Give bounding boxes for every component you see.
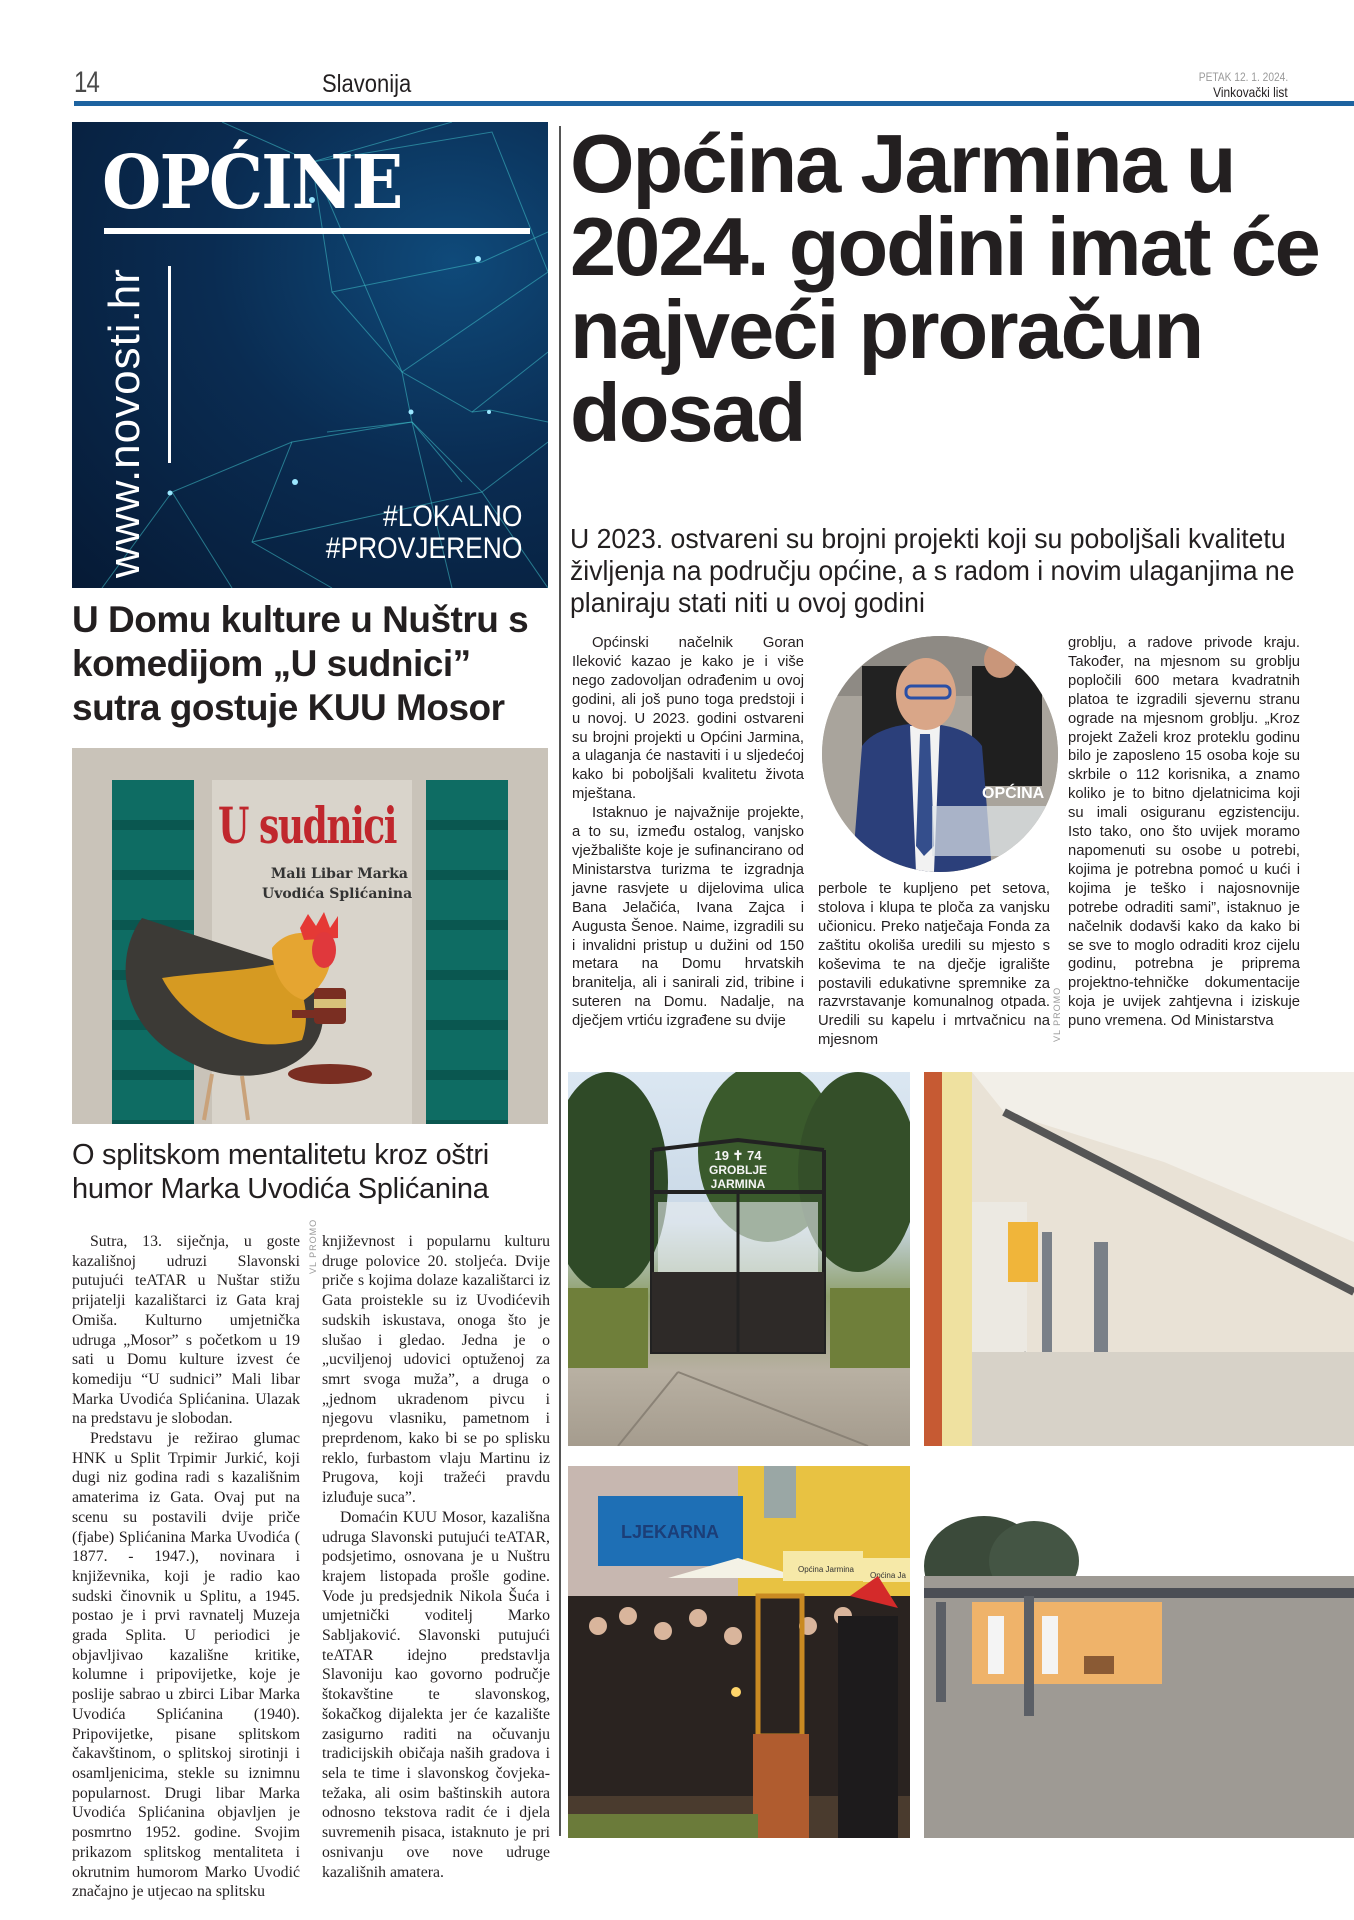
left-story-column-2 xyxy=(322,1232,550,1882)
shop-sign: LJEKARNA xyxy=(620,1522,720,1542)
left-story-subheadline: O splitskom mentalitetu kroz oštri humor Marka Uvodića Splićanina xyxy=(72,1139,489,1205)
photo-credit: VL PROMO xyxy=(1052,986,1062,1042)
paragraph: Istaknuo je najvažnije projekte, a to su, između ostalog, vanjsko vježbalište koje je sufinancirano od Ministarstva turizma te izgradnja javne rasvjete u dijelovima ulica Bana Jelačića, Ivana Zajca i Augusta Šenoe. Naime, izgradili su i invalidni pristup u dužini od 150 metara na Domu hrvatskih branitelja, ali i sanirali zid, tribine i suteren na Domu. Nadalje, na dječjem vrtiću izgrađene su dvije xyxy=(572,805,804,1030)
main-story-column-2 xyxy=(818,880,1050,1050)
promo-title: OPĆINE xyxy=(102,140,402,226)
header-rule xyxy=(74,101,1354,106)
photo-credit: VL PROMO xyxy=(308,1218,318,1274)
gate-sign-groblje: GROBLJE xyxy=(708,1163,768,1177)
mayor-portrait-photo xyxy=(822,636,1058,872)
main-story-column-1 xyxy=(572,634,804,1031)
promo-divider xyxy=(104,228,530,234)
promo-tag: #LOKALNO xyxy=(382,500,522,533)
promo-box-opcine[interactable] xyxy=(72,122,548,588)
promo-tag: #PROVJERENO xyxy=(325,532,522,565)
chapel-porch-photo xyxy=(924,1072,1354,1446)
main-story-headline: Općina Jarmina u 2024. godini imat će najveći proračun dosad xyxy=(570,117,1319,459)
advent-lantern-illustration xyxy=(568,1466,910,1838)
main-story-column-3 xyxy=(1068,634,1300,1031)
left-story-column-1 xyxy=(72,1232,300,1902)
paragraph: Općinski načelnik Goran Ileković kazao je kako je i više nego zadovoljan odrađenim u ovoj godini, ali još puno toga predstoji i u novoj. U 2023. godini ostvareni su brojni projekti u Općini Jarmina, a ulaganja će nastaviti i u sljedećoj kako bi poboljšali kvalitetu života mještana. xyxy=(572,635,804,803)
paragraph: perbole te kupljeno pet setova, stolova i klupa te ploča za vanjsku učionicu. Preko natječaja Fonda za zaštitu okoliša uredili su mjesto s koševima te na dječje igralište postavili edukativne spremnike za razvrstavanje komunalnog otpada. Uredili su kapelu i mrtvačnicu na mjesnom xyxy=(818,881,1050,1049)
cemetery-gate-illustration xyxy=(568,1072,910,1446)
main-story-subheadline: U 2023. ostvareni su brojni projekti koji su poboljšali kvalitetu življenja na području općine, a s radom i novim ulaganjima ne planiraju stati niti u ovoj godini xyxy=(570,523,1295,618)
gate-sign-year: 19 ✝ 74 xyxy=(714,1148,762,1163)
section-name: Slavonija xyxy=(322,70,412,98)
column-separator xyxy=(559,126,561,1836)
paragraph: književnost i popularnu kulturu druge polovice 20. stoljeća. Dvije priče s kojima dolaze kazalištarci iz Gata proistekle su iz Uvodićevih sudskih iskustava, onoga što je slušao i gledao. Jedna je o „ucviljenoj udovici optuženoj za smrt svoga muža”, a druga o „jednom ukradenom pivcu i njegovu vlasniku, pametnom i preprdenom, kako bi se po splisku reklo, furbastom vlaju Martinu iz Prugova, koji tražeći pravdu izluđuje suca”. xyxy=(322,1233,550,1507)
chapel-exterior-illustration xyxy=(924,1466,1354,1838)
book-subtitle: Uvodića Splićanina xyxy=(262,886,413,902)
paragraph: Sutra, 13. siječnja, u goste kazališnoj udruzi Slavonski putujući teATAR u Nuštar stižu prijatelji kazalištarci iz Gata kraj Omiša. Kulturno umjetnička udruga „Mosor” s početkom u 19 sati u Domu kulture izvest će komediju “U sudnici” Mali libar Marka Uvodića Splićanina. Ulazak na predstavu je slobodan. xyxy=(72,1233,300,1428)
gate-sign-jarmina: JARMINA xyxy=(710,1177,766,1191)
chapel-porch-illustration xyxy=(924,1072,1354,1446)
rooster-illustration xyxy=(72,748,548,1124)
promo-vertical-divider xyxy=(168,266,171,463)
portrait-illustration xyxy=(822,636,1058,872)
promo-url[interactable]: www.novosti.hr xyxy=(100,268,149,578)
issue-date: PETAK 12. 1. 2024. xyxy=(1198,70,1288,84)
advent-lantern-photo xyxy=(568,1466,910,1838)
chapel-exterior-photo xyxy=(924,1466,1354,1838)
newspaper-name: Vinkovački list xyxy=(1213,84,1288,100)
paragraph: Predstavu je režirao glumac HNK u Split Trpimir Jurkić, koji dugi niz godina radi s kazališnim amaterima iz Gata. Ovaj put na scenu su postavili dvije priče (fjabe) Splićanina Marka Uvodića ( 1877. - 1947.), novinara i književnika, koji je radio kao sudski činovnik u Splitu, a 1945. postao je i prvi ravnatelj Muzeja grada Splita. U periodici je objavljivao kazališne kritike, kolumne i pripovijetke, koje je poslije sabrao u zbirci Libar Marka Uvodića Splićanina (1940). Pripovijetke, pisane splitskom čakavštinom, o splitskoj sirotinji i osamljenicima, stekle su iznimnu popularnost. Drugi libar Marka Uvodića Splićanina objavljen je posmrtno 1952. godine. Svojim prikazom splitskog mentaliteta i okrutnim humorom Marko Uvodić značajno je utjecao na splitsku xyxy=(72,1430,300,1901)
podium-sign-text: OPĆINA xyxy=(982,785,1045,802)
book-cover-image xyxy=(72,748,548,1124)
book-title: U sudnici xyxy=(218,796,397,855)
book-subtitle: Mali Libar Marka xyxy=(270,866,408,882)
cemetery-gate-photo xyxy=(568,1072,910,1446)
paragraph: Domaćin KUU Mosor, kazališna udruga Slavonski putujući teATAR, podsjetimo, osnovana je u Nuštru krajem listopada prošle godine. Vode ju predsjednik Nikola Šuća i umjetnički voditelj Marko Sabljaković. Slavonski putujući teATAR idejno predstavlja Slavoniju kao govorno područje štokavštine te slavonskog, šokačkog dijalekta jer će kazalište zasigurno raditi na očuvanju tradicijskih običaja naših gradova i sela te time i slavonskog čovjeka-težaka, ali osim baštinskih autora odnosno tekstova radit će i djela suvremenih pisaca, istaknuto je pri osnivanju ove nove udruge kazališnih amatera. xyxy=(322,1508,550,1881)
page-number: 14 xyxy=(74,66,100,99)
stall-banner: Općina Ja xyxy=(869,1571,907,1580)
left-story-headline: U Domu kulture u Nuštru s komedijom „U sudnici” sutra gostuje KUU Mosor xyxy=(72,599,529,728)
paragraph: groblju, a radove privode kraju. Također, na mjesnom su groblju popločili 600 metara kvadratnih platoa te izgradili sjevernu stranu ograde na mjesnom groblju. „Kroz projekt Zaželi kroz proteklu godinu bilo je zaposleno 15 osoba koje su skrbile o 112 korisnika, a znamo koliko je to bitno djelatnicima koji su imali osiguranu egzistenciju. Isto tako, ono što uvijek moramo napomenuti su osobe u potrebi, kojima je potrebna pomoć u kući i kojima je teško i najosnovnije potrebe odraditi sami”, istaknuo je načelnik dodavši kako da kako bi se sve to moglo odraditi kroz cijelu godinu, potrebna je priprema projektno-tehničke dokumentacije koja je uvijek zahtjevna i iziskuje puno vremena. Od Ministarstva xyxy=(1068,635,1300,1030)
stall-banner: Općina Jarmina xyxy=(797,1565,855,1574)
